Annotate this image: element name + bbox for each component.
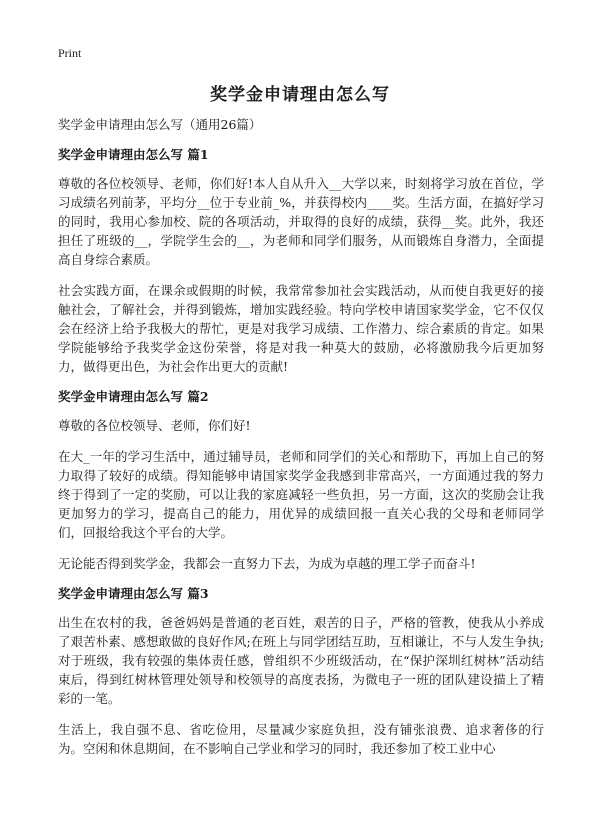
section-2-paragraph-2: 在大_一年的学习生活中，通过辅导员，老师和同学们的关心和帮助下，再加上自己的努力取得了较好的成绩。得知能够申请国家奖学金我感到非常高兴，一方面通过我的努力终于得到了一定的奖励，可以让我的家庭减轻一些负担，另一方面，这次的奖励会让我更加努力的学习，提高自己的能力，用优异的成绩回报一直关心我的父母和老师同学们，回报给我这个平台的大学。 — [58, 449, 544, 540]
section-2-paragraph-3: 无论能否得到奖学金，我都会一直努力下去，为成为卓越的理工学子而奋斗! — [58, 556, 476, 571]
section-1-paragraph-2: 社会实践方面，在课余或假期的时候，我常常参加社会实践活动，从而使自我更好的接触社会，了解社会，并得到锻炼，增加实践经验。特向学校申请国家奖学金，它不仅仅会在经济上给予我极大的帮忙，更是对我学习成绩、工作潜力、综合素质的肯定。如果学院能够给予我奖学金这份荣誉，将是对我一种莫大的鼓励，必将激励我今后更加努力，做得更出色，为社会作出更大的贡献! — [58, 283, 544, 374]
section-3-paragraph-2: 生活上，我自强不息、省吃俭用，尽量减少家庭负担，没有铺张浪费、追求奢侈的行为。空闲和休息期间，在不影响自己学业和学习的同时，我还参加了校工业中心 — [58, 722, 544, 756]
section-heading-3: 奖学金申请理由怎么写 篇3 — [58, 586, 209, 601]
document-subtitle: 奖学金申请理由怎么写（通用26篇） — [58, 117, 262, 132]
section-2-paragraph-1: 尊敬的各位校领导、老师，你们好! — [58, 418, 251, 433]
document-title: 奖学金申请理由怎么写 — [210, 85, 390, 105]
document-body — [58, 116, 544, 770]
section-heading-1: 奖学金申请理由怎么写 篇1 — [58, 147, 209, 162]
section-heading-2: 奖学金申请理由怎么写 篇2 — [58, 389, 209, 404]
section-1-paragraph-1: 尊敬的各位校领导、老师，你们好!本人自从升入__大学以来，时刻将学习放在首位，学习成绩名列前茅，平均分__位于专业前_%，并获得校内____奖。生活方面，在搞好学习的同时，我用心参加校、院的各项活动，并取得的良好的成绩，获得__奖。此外，我还担任了班级的__，学院学生会的__，为老师和同学们服务，从而锻炼自身潜力，全面提高自身综合素质。 — [58, 176, 544, 267]
print-link[interactable]: Print — [58, 46, 82, 60]
section-3-paragraph-1: 出生在农村的我，爸爸妈妈是普通的老百姓，艰苦的日子，严格的管教，使我从小养成了艰苦朴素、感想敢做的良好作风;在班上与同学团结互助，互相谦让，不与人发生争执;对于班级，我有较强的集体责任感，曾组织不少班级活动，在“保护深圳红树林”活动结束后，得到红树林管理处领导和校领导的高度表扬，为微电子一班的团队建设描上了精彩的一笔。 — [58, 615, 544, 706]
